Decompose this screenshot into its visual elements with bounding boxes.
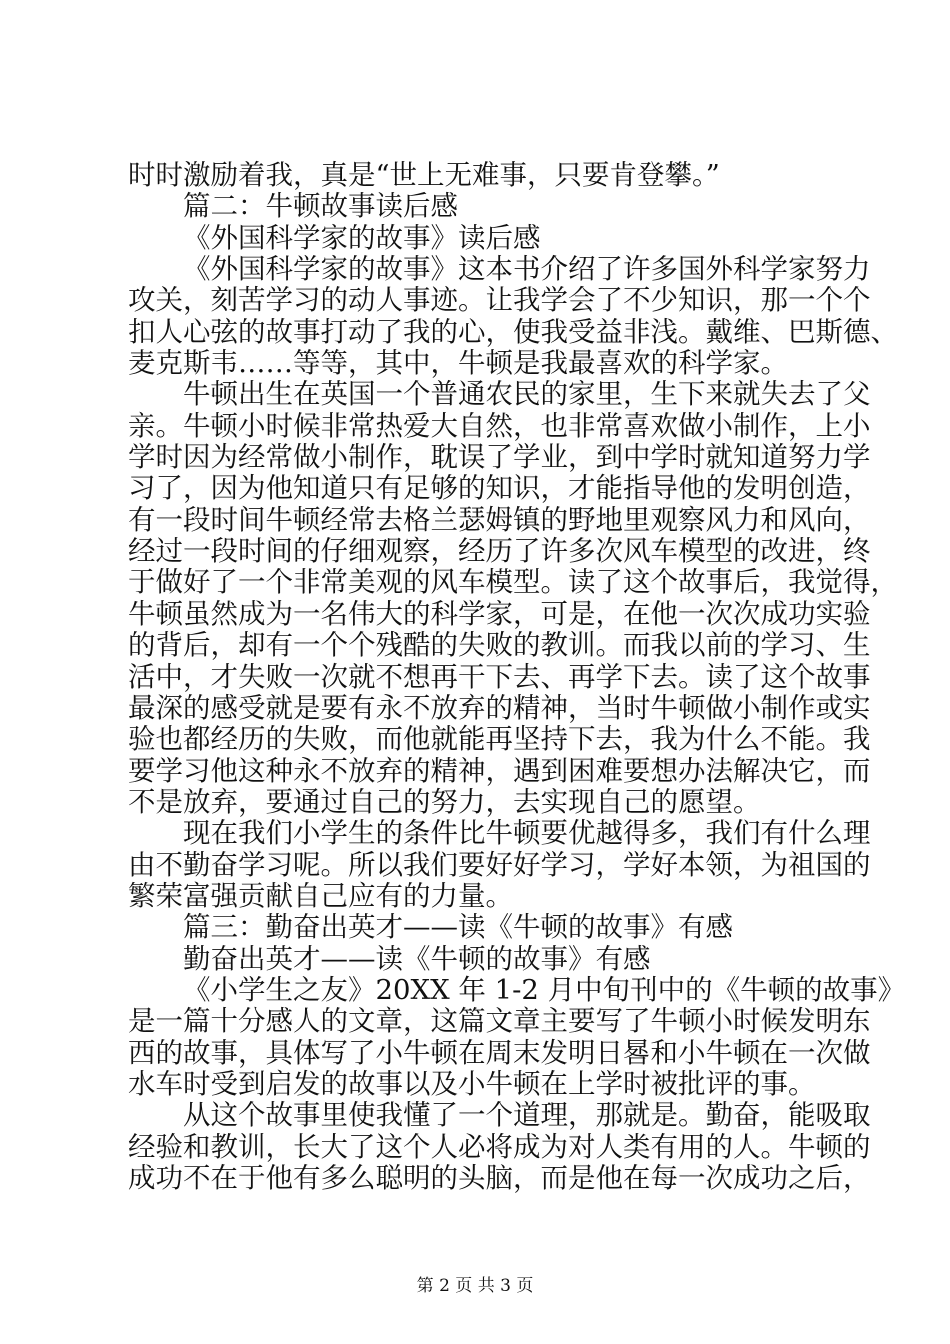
text-line: 要学习他这种永不放弃的精神，遇到困难要想办法解决它，而 bbox=[128, 755, 871, 787]
text-line: 时时激励着我，真是“世上无难事，只要肯登攀。” bbox=[128, 159, 720, 191]
text-line: 经验和教训，长大了这个人必将成为对人类有用的人。牛顿的 bbox=[128, 1131, 871, 1163]
text-line: 不是放弃，要通过自己的努力，去实现自己的愿望。 bbox=[128, 786, 761, 818]
text-line: 习了，因为他知道只有足够的知识，才能指导他的发明创造， bbox=[128, 472, 871, 504]
text-line: 活中，才失败一次就不想再干下去、再学下去。读了这个故事 bbox=[128, 661, 871, 693]
text-line: 水车时受到启发的故事以及小牛顿在上学时被批评的事。 bbox=[128, 1068, 816, 1100]
page-number: 第 2 页 共 3 页 bbox=[416, 1276, 534, 1296]
article-title: 《外国科学家的故事》读后感 bbox=[183, 222, 541, 254]
text-line: 牛顿出生在英国一个普通农民的家里，生下来就失去了父 bbox=[183, 378, 871, 410]
text-line: 经过一段时间的仔细观察，经历了许多次风车模型的改进，终 bbox=[128, 535, 871, 567]
text-line: 从这个故事里使我懂了一个道理，那就是。勤奋，能吸取 bbox=[183, 1099, 871, 1131]
text-line: 亲。牛顿小时候非常热爱大自然，也非常喜欢做小制作，上小 bbox=[128, 410, 871, 442]
text-line: 《外国科学家的故事》这本书介绍了许多国外科学家努力 bbox=[183, 253, 871, 285]
text-line: 由不勤奋学习呢。所以我们要好好学习，学好本领，为祖国的 bbox=[128, 849, 871, 881]
text-line: 是一篇十分感人的文章，这篇文章主要写了牛顿小时候发明东 bbox=[128, 1005, 871, 1037]
page-footer bbox=[0, 1275, 950, 1297]
article-title: 勤奋出英才——读《牛顿的故事》有感 bbox=[183, 943, 651, 975]
text-line: 牛顿虽然成为一名伟大的科学家，可是，在他一次次成功实验 bbox=[128, 598, 871, 630]
text-line: 于做好了一个非常美观的风车模型。读了这个故事后，我觉得， bbox=[128, 566, 898, 598]
text-line: 最深的感受就是要有永不放弃的精神，当时牛顿做小制作或实 bbox=[128, 692, 871, 724]
text-line: 扣人心弦的故事打动了我的心，使我受益非浅。戴维、巴斯德、 bbox=[128, 316, 898, 348]
text-line: 《小学生之友》20XX 年 1-2 月中旬刊中的《牛顿的故事》 bbox=[183, 974, 906, 1006]
text-line: 的背后，却有一个个残酷的失败的教训。而我以前的学习、生 bbox=[128, 629, 871, 661]
text-line: 麦克斯韦……等等，其中，牛顿是我最喜欢的科学家。 bbox=[128, 347, 788, 379]
text-line: 攻关，刻苦学习的动人事迹。让我学会了不少知识，那一个个 bbox=[128, 284, 871, 316]
text-line: 验也都经历的失败，而他就能再坚持下去，我为什么不能。我 bbox=[128, 723, 871, 755]
text-line: 西的故事，具体写了小牛顿在周末发明日晷和小牛顿在一次做 bbox=[128, 1037, 871, 1069]
text-line: 有一段时间牛顿经常去格兰瑟姆镇的野地里观察风力和风向， bbox=[128, 504, 871, 536]
section-heading: 篇三：勤奋出英才——读《牛顿的故事》有感 bbox=[183, 911, 733, 943]
section-heading: 篇二：牛顿故事读后感 bbox=[183, 190, 458, 222]
text-line: 成功不在于他有多么聪明的头脑，而是他在每一次成功之后， bbox=[128, 1162, 871, 1194]
text-line: 繁荣富强贡献自己应有的力量。 bbox=[128, 880, 513, 912]
text-line: 学时因为经常做小制作，耽误了学业，到中学时就知道努力学 bbox=[128, 441, 871, 473]
text-line: 现在我们小学生的条件比牛顿要优越得多，我们有什么理 bbox=[183, 817, 871, 849]
